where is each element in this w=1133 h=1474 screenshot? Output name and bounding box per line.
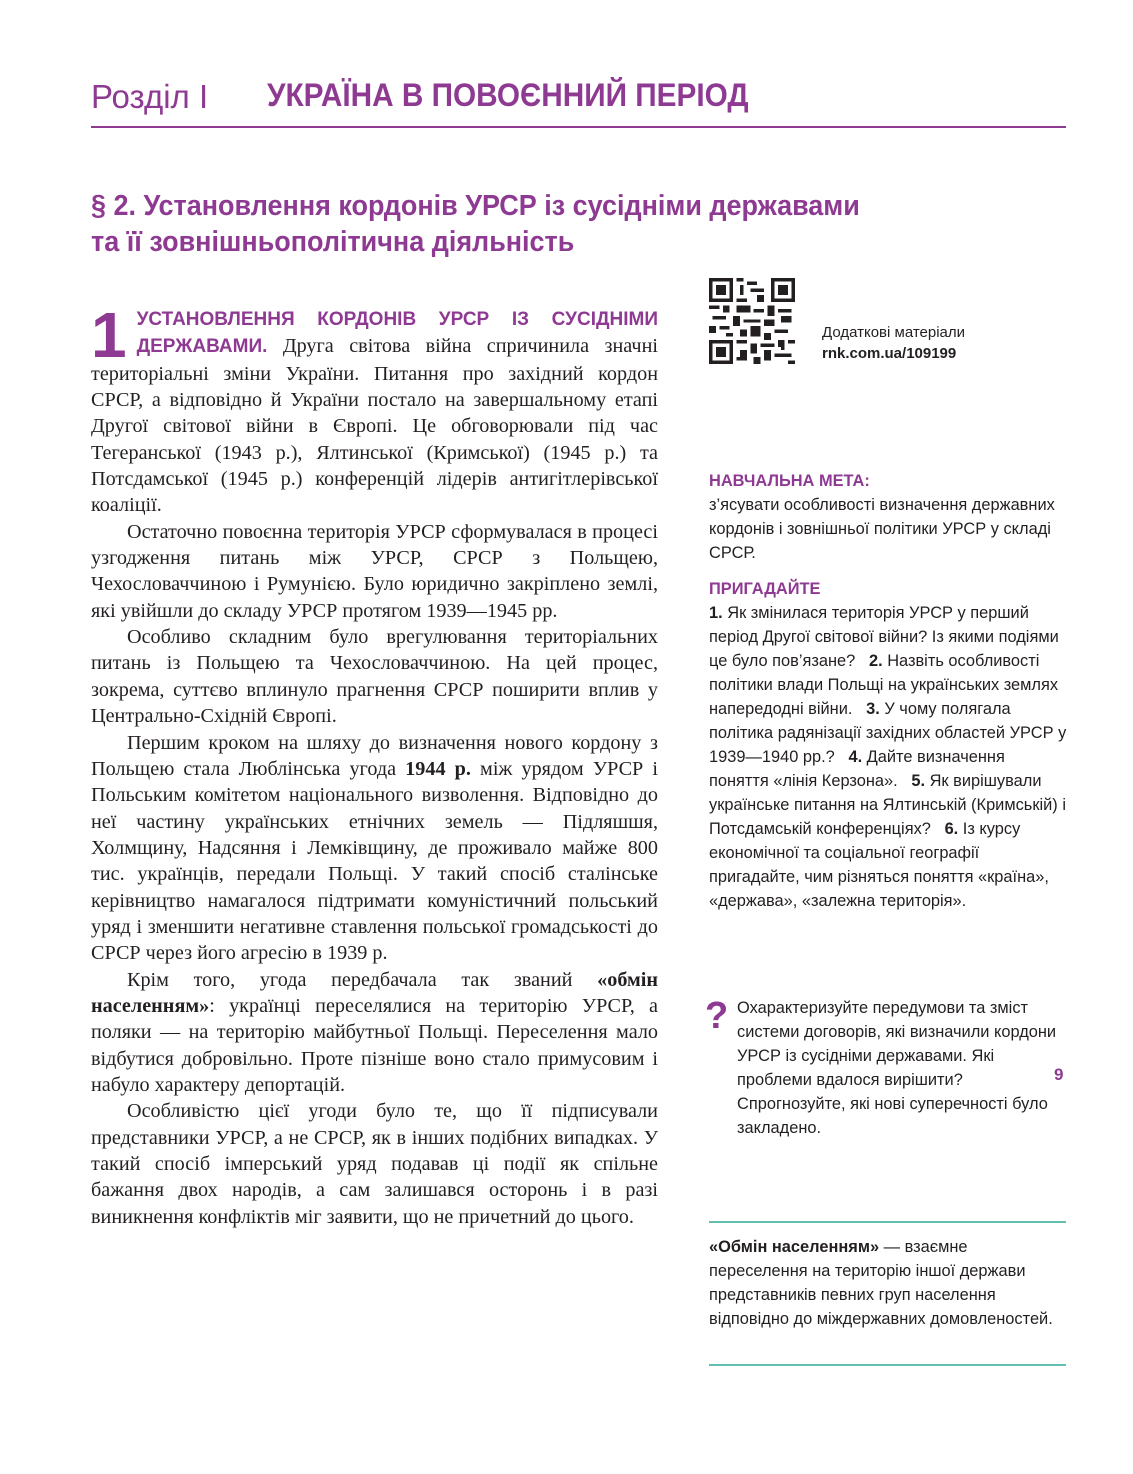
recall-num: 4. xyxy=(848,748,863,766)
term-top-rule xyxy=(709,1221,1066,1223)
recall-box xyxy=(709,577,1069,913)
question-text: Охарактеризуйте передумови та зміст системи договорів, які визначили кордони УРСР із сусідніми державами. Які проблеми вдалося вирішити? Спрогнозуйте, які нові суперечності було закладено. xyxy=(737,999,1057,1137)
learning-goal-box xyxy=(709,469,1069,565)
term-definition xyxy=(709,1235,1069,1331)
main-text xyxy=(91,299,658,1230)
qr-caption-block xyxy=(822,322,965,364)
p5-bold-term: «обмін населенням» xyxy=(91,968,658,1017)
paragraph-title xyxy=(91,188,1011,260)
section-name: УКРАЇНА В ПОВОЄННИЙ ПЕРІОД xyxy=(267,77,749,113)
main-paragraph-4 xyxy=(91,730,658,967)
recall-list xyxy=(709,601,1069,913)
goal-text: з’ясувати особливості визначення державних кордонів і зовнішньої політики УРСР у складі СРСР. xyxy=(709,496,1055,562)
recall-num: 6. xyxy=(944,820,959,838)
qr-code-icon[interactable] xyxy=(709,278,795,364)
p4-text-b: між урядом УРСР і Польським комітетом національного визволення. Відповідно до неї частину українських етнічних земель — Підляшшя, Холмщину, Надсяння і Лемківщину, де проживало майже 800 тис. українців, передали Польщі. У такий спосіб сталінське керівництво намагалося підтримати комуністичний польський уряд і зменшити негативне ставлення польської громадськості до СРСР через його агресію в 1939 р. xyxy=(91,757,658,965)
page-number: 9 xyxy=(1054,1065,1064,1084)
recall-num: 1. xyxy=(709,604,723,622)
recall-item: Як змінилася територія УРСР у перший період Другої світової війни? Із якими подіями це було пов’язане? xyxy=(709,604,1059,670)
term-name: «Обмін населенням» xyxy=(709,1238,880,1256)
goal-title: НАВЧАЛЬНА МЕТА: xyxy=(709,472,870,490)
p4-bold-date: 1944 р. xyxy=(405,757,471,780)
recall-item: У чому полягала політика радянізації західних областей УРСР у 1939—1940 рр.? xyxy=(709,700,1067,766)
recall-num: 5. xyxy=(911,772,926,790)
term-bottom-rule xyxy=(709,1364,1066,1366)
recall-title: ПРИГАДАЙТЕ xyxy=(709,580,821,598)
chapter-header xyxy=(91,74,1066,128)
paragraph-title-line1: § 2. Установлення кордонів УРСР із сусідніми державами xyxy=(91,190,860,222)
recall-num: 3. xyxy=(866,700,880,718)
recall-item: Назвіть особливості політики влади Польщі на українських землях напередодні війни. xyxy=(709,652,1059,718)
paragraph-title-line2: та її зовнішньополітична діяльність xyxy=(91,226,575,258)
main-paragraph-1 xyxy=(91,299,658,519)
recall-item: Із курсу економічної та соціальної географії пригадайте, чим різняться поняття «країна», «держава», «залежна територія». xyxy=(709,820,1049,910)
p5-text-b: : українці переселялися на територію УРСР, а поляки — на територію майбутньої Польщі. Переселення мало відбутися добровільно. Проте пізніше воно стало примусовим і набуло характеру депортацій. xyxy=(91,994,658,1096)
qr-link[interactable]: rnk.com.ua/109199 xyxy=(822,345,957,362)
recall-item: Як вирішували українське питання на Ялтинській (Кримській) і Потсдамській конференціях? xyxy=(709,772,1066,838)
term-text: — взаємне переселення на територію іншої держави представників певних груп населення відповідно до міждержавних домовленостей. xyxy=(709,1238,1053,1328)
main-paragraph-3: Особливо складним було врегулювання територіальних питань із Польщею та Чехословаччиною. На цей процес, зокрема, суттєво вплинуло прагнення СРСР поширити вплив у Центрально-Східній Європі. xyxy=(91,626,658,728)
p4-text-a: Першим кроком на шляху до визначення нового кордону з Польщею стала Люблінська угода xyxy=(91,731,658,780)
p1-text: Друга світова війна спричинила значні територіальні зміни України. Питання про західний кордон СРСР, а відповідно й України постало на завершальному етапі Другої світової війни в Європі. Це обговорювали під час Тегеранської (1943 р.), Ялтинської (Кримської) (1945 р.) та Потсдамської (1945 р.) конференцій лідерів антигітлерівської коаліції. xyxy=(91,335,658,517)
question-mark-icon: ? xyxy=(705,995,729,1037)
main-paragraph-2: Остаточно повоєнна територія УРСР сформувалася в процесі узгодження питань між УРСР, СРСР з Польщею, Чехословаччиною і Румунією. Було юридично закріплено землі, які увійшли до складу УРСР протягом 1939—1945 рр. xyxy=(91,520,658,622)
main-paragraph-6: Особливістю цієї угоди було те, що її підписували представники УРСР, а не СРСР, як в інших подібних випадках. У такий спосіб імперський уряд подавав ці події як спільне бажання двох народів, а сам залишався осторонь і в разі виникнення конфліктів міг заявити, що не причетний до цього. xyxy=(91,1100,658,1228)
section-label: Розділ I xyxy=(91,78,209,115)
dropcap-number: 1 xyxy=(91,299,127,371)
qr-caption: Додаткові матеріали xyxy=(822,324,966,341)
main-paragraph-5 xyxy=(91,967,658,1099)
subsection-heading: УСТАНОВЛЕННЯ КОРДОНІВ УРСР ІЗ СУСІДНІМИ ДЕРЖАВАМИ. xyxy=(136,309,658,358)
recall-item: Дайте визначення поняття «лінія Керзона». xyxy=(709,748,1005,790)
p5-text-a: Крім того, угода передбачала так званий xyxy=(127,968,598,991)
recall-num: 2. xyxy=(868,652,883,670)
